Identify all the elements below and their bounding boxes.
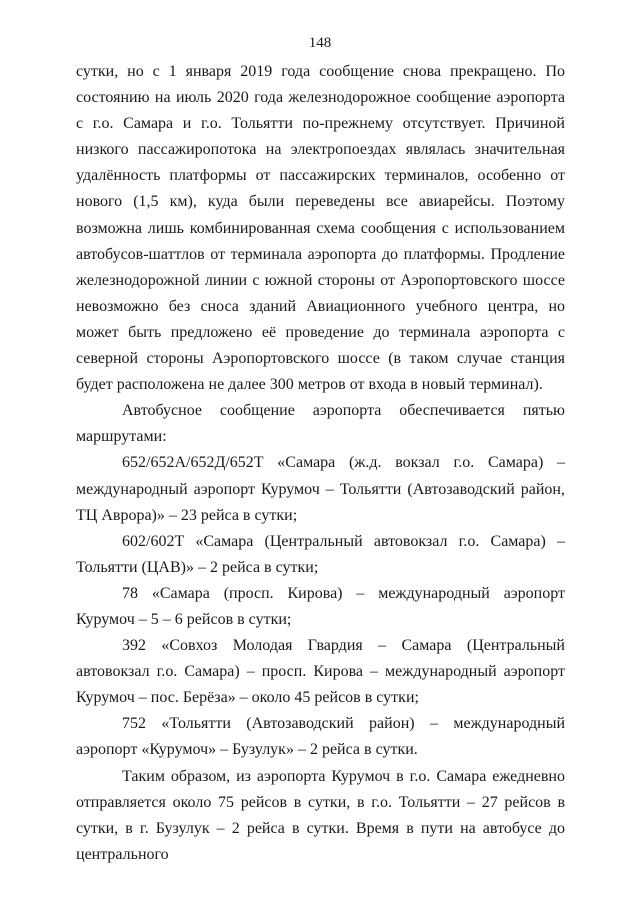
- paragraph-rail-service: сутки, но с 1 января 2019 года сообщение снова прекращено. По состоянию на июль 2020 года железнодорожное сообщение аэропорта с г.о. Самара и г.о. Тольятти по-прежнему отсутствует. Причиной низкого пассажиропотока на электропоездах являлась значительная удалённость платформы от пассажирских терминалов, особенно от нового (1,5 км), куда были переведены все авиарейсы. Поэтому возможна лишь комбинированная схема сообщения с использованием автобусов-шаттлов от терминала аэропорта до платформы. Продление железнодорожной линии с южной стороны от Аэропортовского шоссе невозможно без сноса зданий Авиационного учебного центра, но может быть предложено её проведение до терминала аэропорта с северной стороны Аэропортовского шоссе (в таком случае станция будет расположена не далее 300 метров от входа в новый терминал).: [76, 63, 565, 394]
- paragraph-route-602: 602/602Т «Самара (Центральный автовокзал г.о. Самара) – Тольятти (ЦАВ)» – 2 рейса в сутки;: [76, 532, 565, 576]
- page-number: 148: [308, 35, 332, 51]
- paragraph-route-652: 652/652А/652Д/652Т «Самара (ж.д. вокзал г.о. Самара) – международный аэропорт Курумоч – Тольятти (Автозаводский район, ТЦ Аврора)» – 23 рейса в сутки;: [76, 454, 565, 524]
- paragraph-route-392: 392 «Совхоз Молодая Гвардия – Самара (Центральный автовокзал г.о. Самара) – просп. Кирова – международный аэропорт Курумоч – пос. Берёза» – около 45 рейсов в сутки;: [76, 637, 565, 707]
- paragraph-summary: Таким образом, из аэропорта Курумоч в г.о. Самара ежедневно отправляется около 75 рейсов в сутки, в г.о. Тольятти – 27 рейсов в сутки, в г. Бузулук – 2 рейса в сутки. Время в пути на автобусе до центрального: [76, 767, 565, 863]
- document-body: [76, 59, 565, 868]
- paragraph-bus-intro: Автобусное сообщение аэропорта обеспечивается пятью маршрутами:: [76, 402, 565, 446]
- paragraph-route-78: 78 «Самара (просп. Кирова) – международный аэропорт Курумоч – 5 – 6 рейсов в сутки;: [76, 584, 565, 628]
- paragraph-route-752: 752 «Тольятти (Автозаводский район) – международный аэропорт «Курумоч» – Бузулук» – 2 рейса в сутки.: [76, 715, 565, 759]
